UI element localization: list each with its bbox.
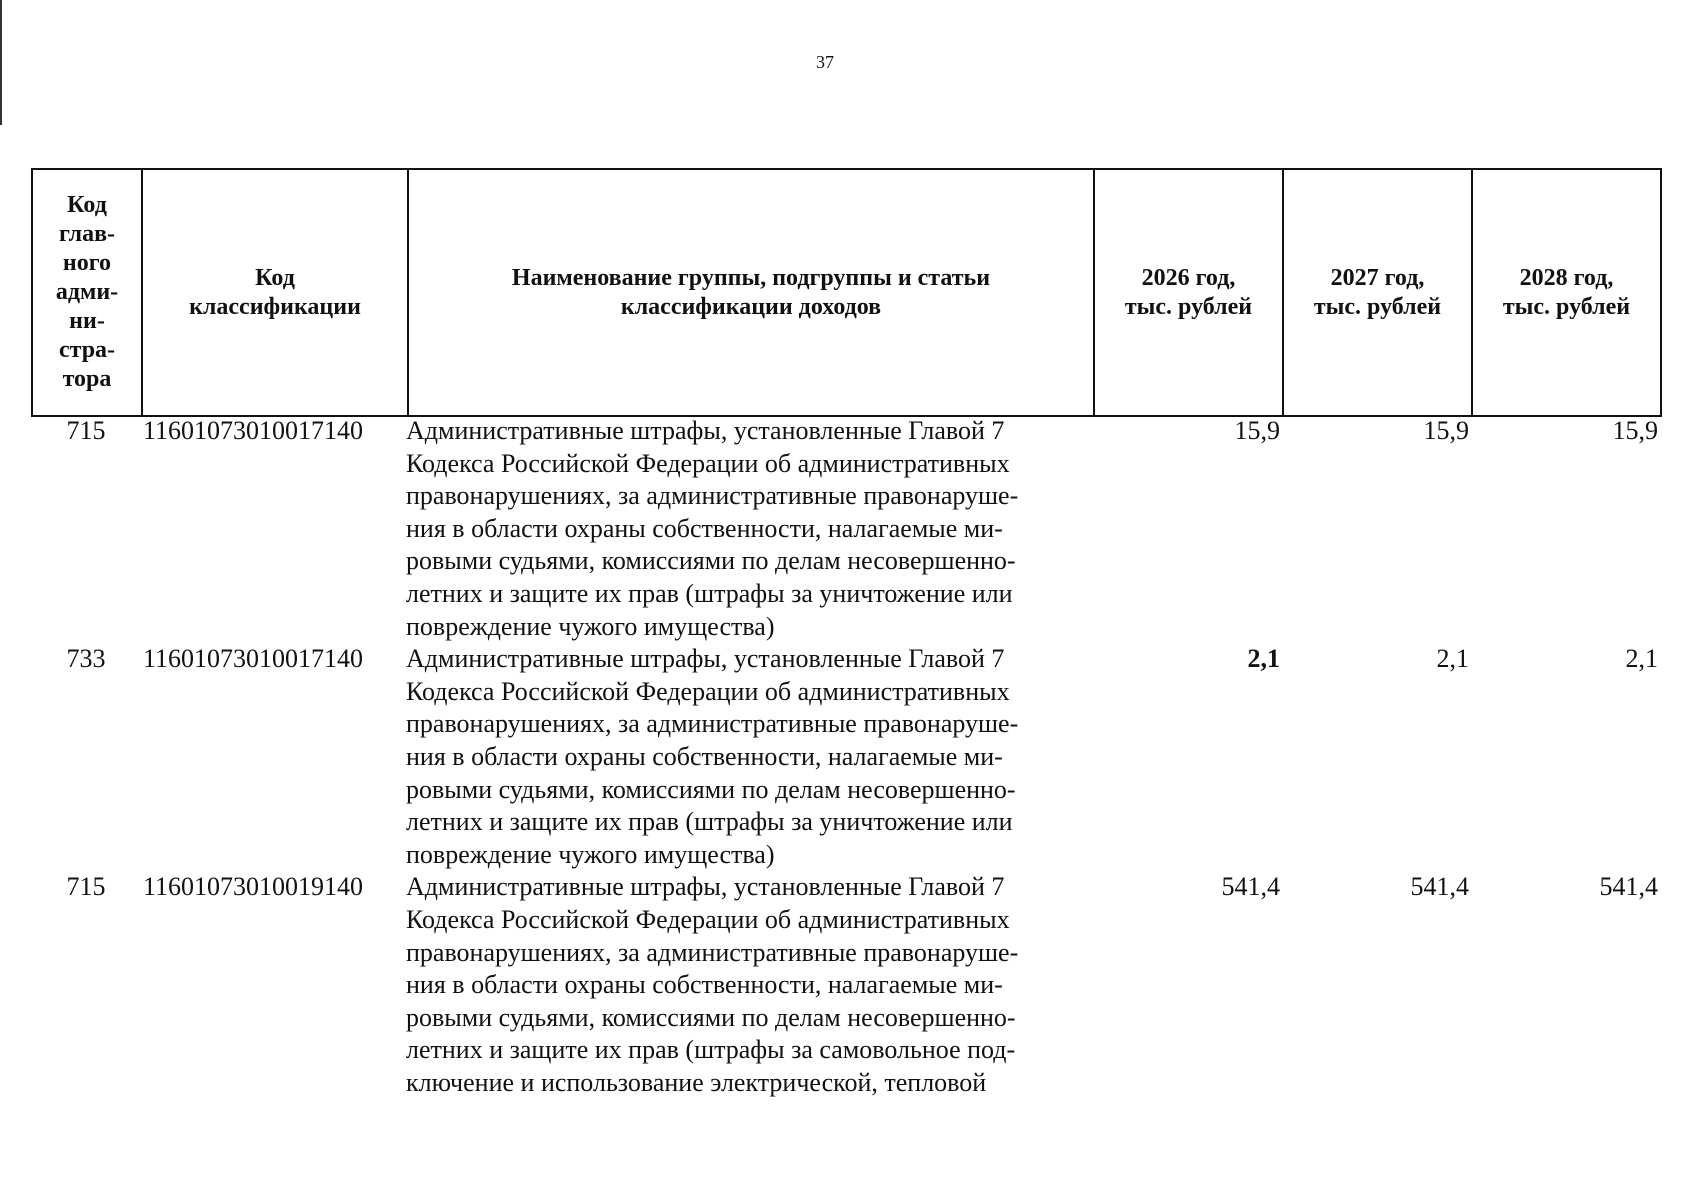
value-2027-cell: 15,9 (1423, 416, 1469, 445)
classification-code-cell: 11601073010017140 (143, 644, 364, 674)
value-2027-cell: 2,1 (1436, 644, 1469, 674)
value-2028-cell: 2,1 (1625, 644, 1658, 674)
value-2028-cell: 541,4 (1599, 872, 1658, 902)
admin-code-cell: 715 (66, 416, 106, 445)
admin-code-cell: 715 (66, 872, 106, 902)
classification-code-cell: 11601073010017140 (143, 416, 364, 445)
value-2026-cell: 15,9 (1234, 416, 1280, 445)
header-classification-code: Код классификации (142, 169, 408, 416)
header-admin-code: Код глав- ного адми- ни- стра- тора (32, 169, 142, 416)
value-2026-cell: 541,4 (1221, 872, 1280, 902)
value-2027-cell: 541,4 (1410, 872, 1469, 902)
header-income-name: Наименование группы, подгруппы и статьи классификации доходов (408, 169, 1094, 416)
table-row (31, 415, 1661, 643)
income-name-cell: Административные штрафы, установленные Главой 7 Кодекса Российской Федерации об административных правонарушениях, за административные правонаруше- ния в области охраны собственности, налагаемые ми- ровыми судьями, комиссиями по делам несовершенно- летних и защите их прав (штрафы за уничтожение или повреждение чужого имущества) (406, 644, 1019, 869)
classification-code-cell: 11601073010019140 (143, 872, 364, 902)
table-row (31, 871, 1661, 1099)
value-2028-cell: 15,9 (1612, 416, 1658, 445)
table-body (31, 415, 1661, 1099)
value-2026-cell: 2,1 (1247, 644, 1280, 674)
income-name-cell: Административные штрафы, установленные Главой 7 Кодекса Российской Федерации об административных правонарушениях, за административные правонаруше- ния в области охраны собственности, налагаемые ми- ровыми судьями, комиссиями по делам несовершенно- летних и защите их прав (штрафы за уничтожение или повреждение чужого имущества) (406, 416, 1019, 641)
table-row (31, 643, 1661, 871)
header-year-2026: 2026 год, тыс. рублей (1094, 169, 1283, 416)
page-number: 37 (816, 52, 834, 72)
header-year-2027: 2027 год, тыс. рублей (1283, 169, 1472, 416)
header-year-2028: 2028 год, тыс. рублей (1472, 169, 1661, 416)
admin-code-cell: 733 (66, 644, 106, 674)
income-name-cell: Административные штрафы, установленные Главой 7 Кодекса Российской Федерации об административных правонарушениях, за административные правонаруше- ния в области охраны собственности, налагаемые ми- ровыми судьями, комиссиями по делам несовершенно- летних и защите их прав (штрафы за самовольное под- ключение и использование электрической, тепловой (406, 872, 1019, 1097)
table-header (31, 168, 1662, 417)
